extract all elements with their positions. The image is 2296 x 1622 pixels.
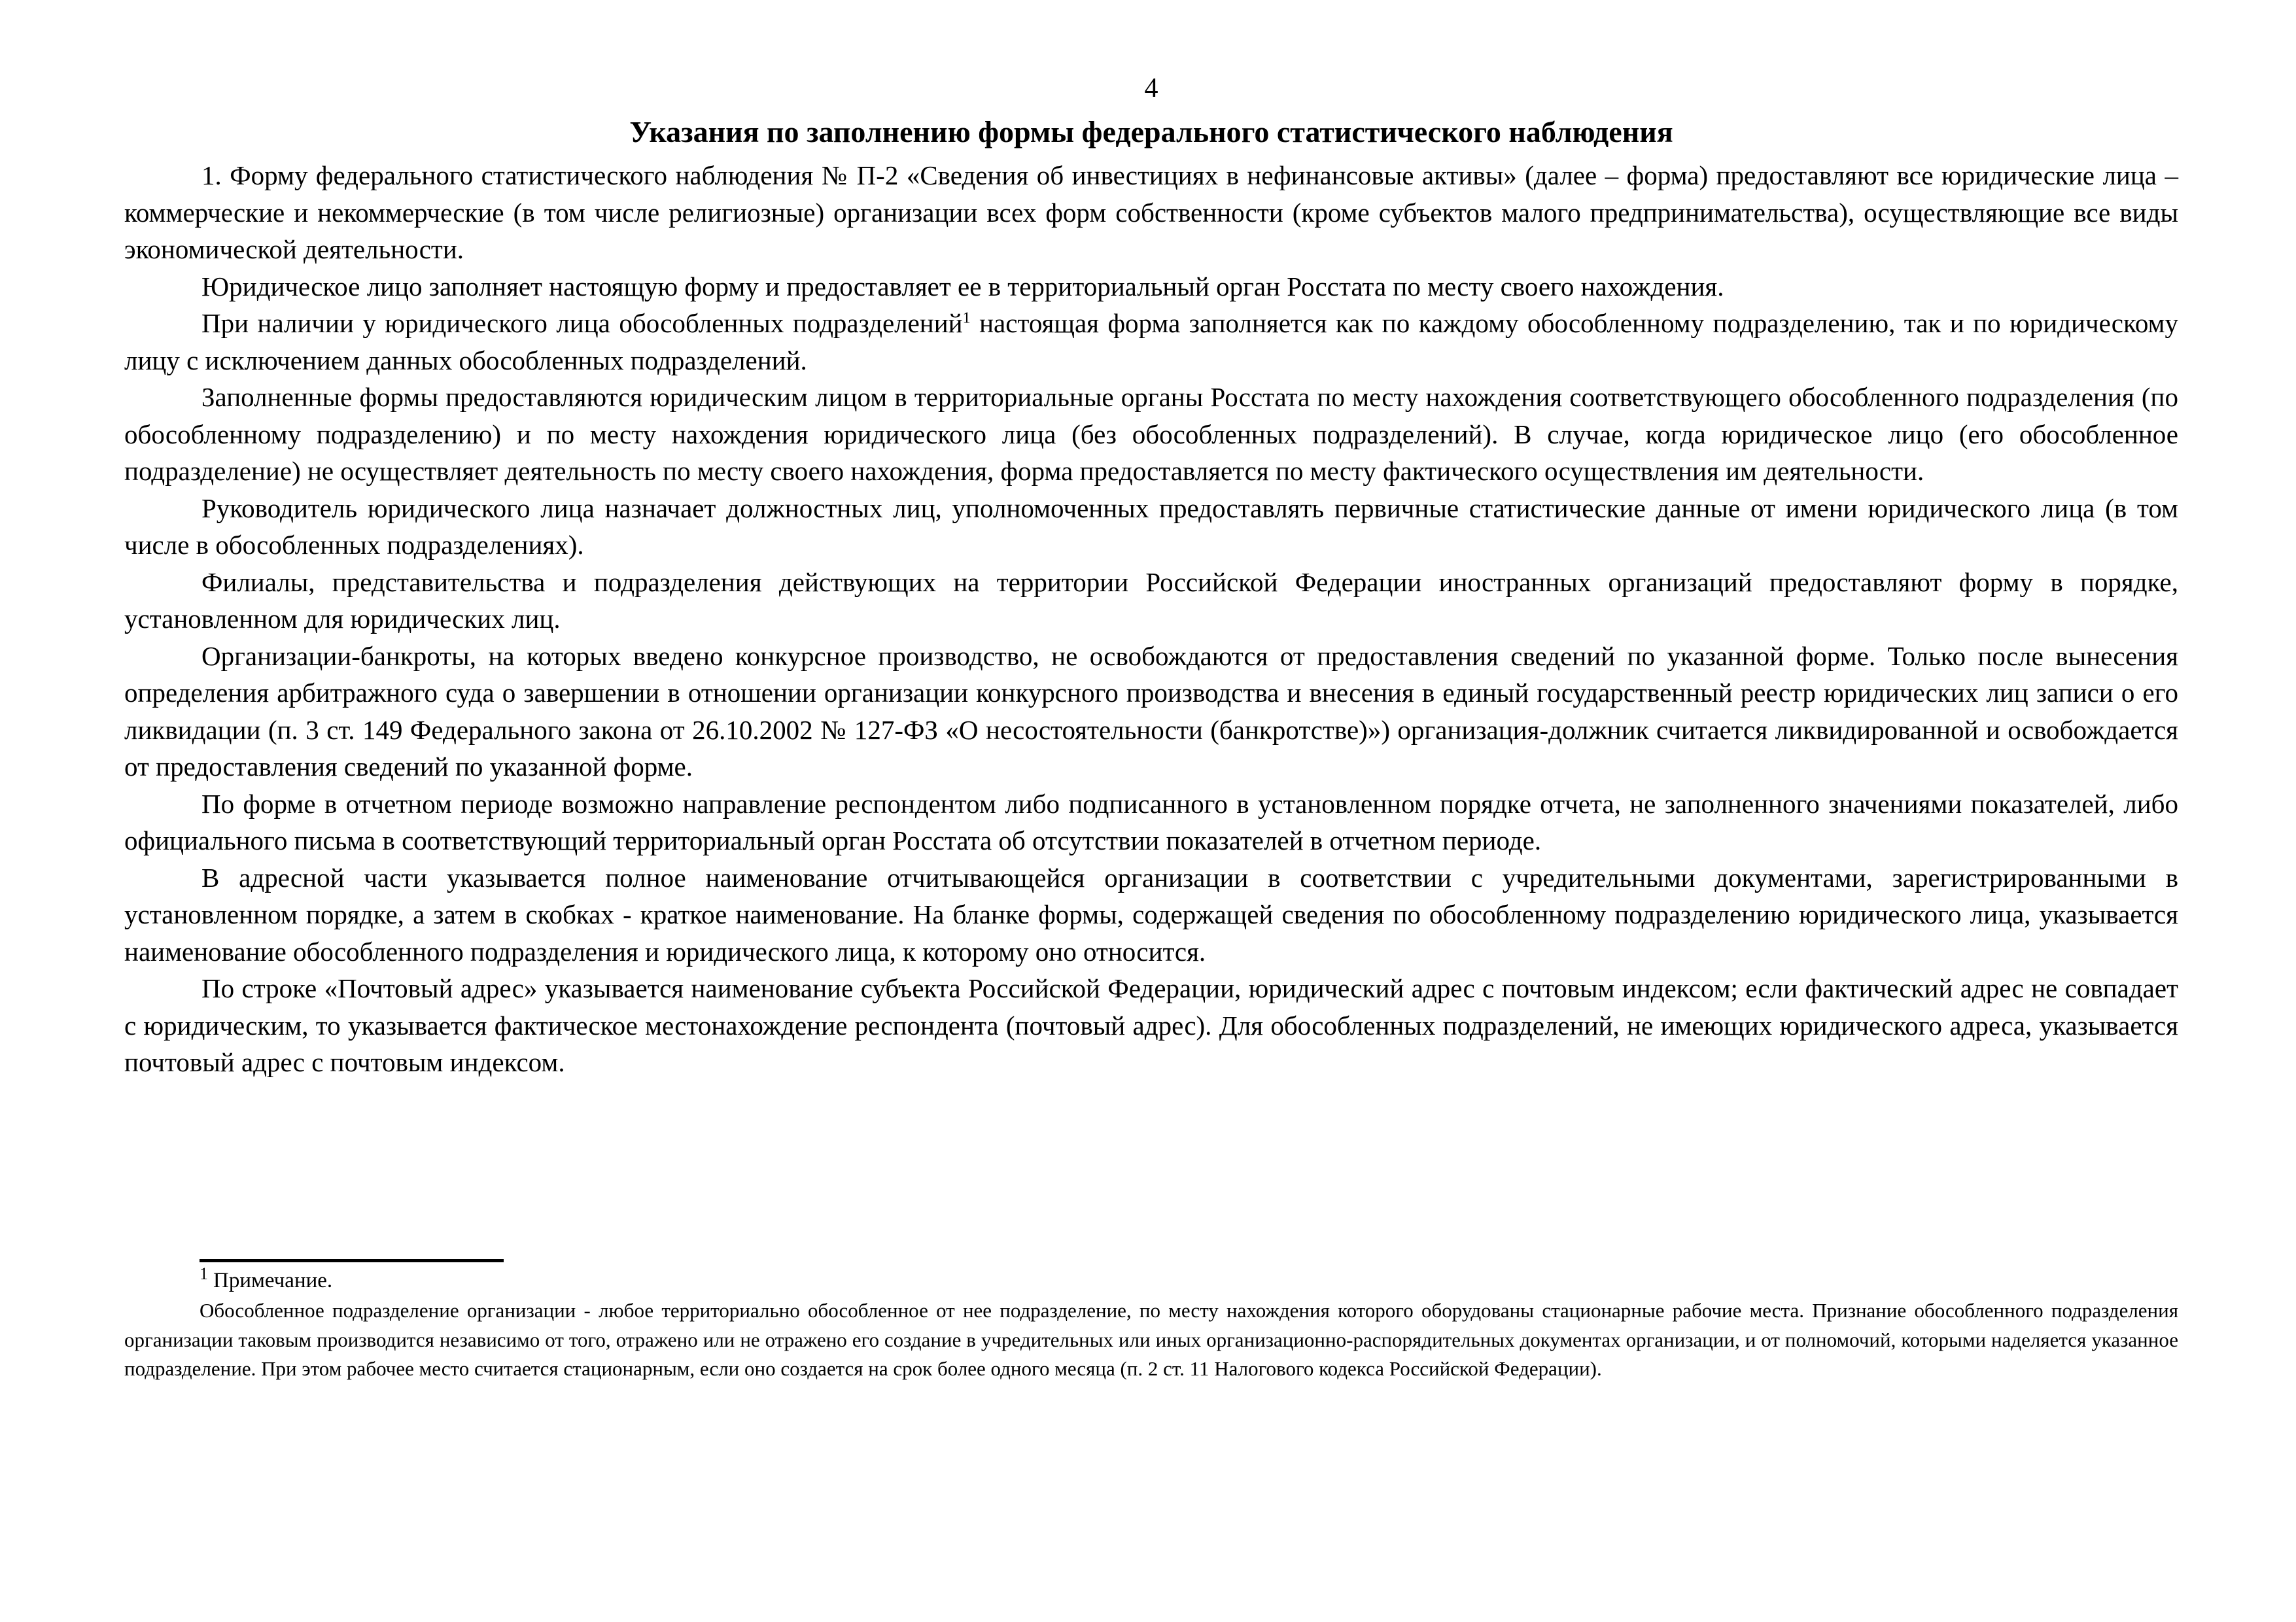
paragraph-8: По форме в отчетном периоде возможно направление респондентом либо подписанного в установленном порядке отчета, не заполненного значениями показателей, либо официального письма в соответствующий территориальный орган Росстата об отсутствии показателей в отчетном периоде.	[124, 788, 2178, 855]
footnote-mark: 1	[200, 1264, 208, 1283]
footnote-reference: 1	[962, 309, 971, 327]
paragraph-2: Юридическое лицо заполняет настоящую форму и предоставляет ее в территориальный орган Росстата по месту своего нахождения.	[201, 271, 1724, 302]
paragraph-10: По строке «Почтовый адрес» указывается наименование субъекта Российской Федерации, юридический адрес с почтовым индексом; если фактический адрес не совпадает с юридическим, то указывается фактическое местонахождение респондента (почтовый адрес). Для обособленных подразделений, не имеющих юридического адреса, указывается почтовый адрес с почтовым индексом.	[124, 973, 2178, 1077]
paragraph-9: В адресной части указывается полное наименование отчитывающейся организации в соответствии с учредительными документами, зарегистрированными в установленном порядке, а затем в скобках - краткое наименование. На бланке формы, содержащей сведения по обособленному подразделению юридического лица, указывается наименование обособленного подразделения и юридического лица, к которому оно относится.	[124, 862, 2178, 967]
paragraph-3-text-after: настоящая форма заполняется как по каждому обособленному подразделению, так и по юридическому лицу с исключением данных обособленных подразделений.	[124, 308, 2179, 375]
document-page	[124, 72, 2178, 1081]
footnote-text: Обособленное подразделение организации - любое территориально обособленное от нее подразделение, по месту нахождения которого оборудованы стационарные рабочие места. Признание обособленного подразделения организации таковым производится независимо от того, отражено или не отражено его создание в учредительных или иных организационно-распорядительных документах организации, и от полномочий, которыми наделяется указанное подразделение. При этом рабочее место считается стационарным, если оно создается на срок более одного месяца (п. 2 ст. 11 Налогового кодекса Российской Федерации).	[124, 1299, 2178, 1380]
page-title: Указания по заполнению формы федерального статистического наблюдения	[629, 115, 1673, 148]
paragraph-1: 1. Форму федерального статистического наблюдения № П-2 «Сведения об инвестициях в нефинансовые активы» (далее – форма) предоставляют все юридические лица – коммерческие и некоммерческие (в том числе религиозные) организации всех форм собственности (кроме субъектов малого предпринимательства), осуществляющие все виды экономической деятельности.	[124, 160, 2178, 264]
footnote-title	[200, 1264, 2178, 1294]
paragraph-3	[124, 305, 2178, 379]
paragraph-7: Организации-банкроты, на которых введено конкурсное производство, не освобождаются от предоставления сведений по указанной форме. Только после вынесения определения арбитражного суда о завершении в отношении организации конкурсного производства и внесения в единый государственный реестр юридических лиц записи о его ликвидации (п. 3 ст. 149 Федерального закона от 26.10.2002 № 127-ФЗ «О несостоятельности (банкротстве)») организация-должник считается ликвидированной и освобождается от предоставления сведений по указанной форме.	[124, 640, 2178, 782]
paragraph-5: Руководитель юридического лица назначает должностных лиц, уполномоченных предоставлять первичные статистические данные от имени юридического лица (в том числе в обособленных подразделениях).	[124, 492, 2178, 560]
paragraph-6: Филиалы, представительства и подразделения действующих на территории Российской Федерации иностранных организаций предоставляют форму в порядке, установленном для юридических лиц.	[124, 566, 2178, 634]
paragraph-4: Заполненные формы предоставляются юридическим лицом в территориальные органы Росстата по месту нахождения соответствующего обособленного подразделения (по обособленному подразделению) и по месту нахождения юридического лица (без обособленных подразделений). В случае, когда юридическое лицо (его обособленное подразделение) не осуществляет деятельность по месту своего нахождения, форма предоставляется по месту фактического осуществления им деятельности.	[124, 382, 2178, 486]
footnote-area	[124, 1259, 2178, 1384]
paragraph-3-text-before: При наличии у юридического лица обособленных подразделений	[201, 308, 963, 338]
page-number: 4	[1144, 73, 1158, 103]
footnote-title-text: Примечание.	[213, 1269, 333, 1292]
footnote-divider	[200, 1259, 504, 1262]
